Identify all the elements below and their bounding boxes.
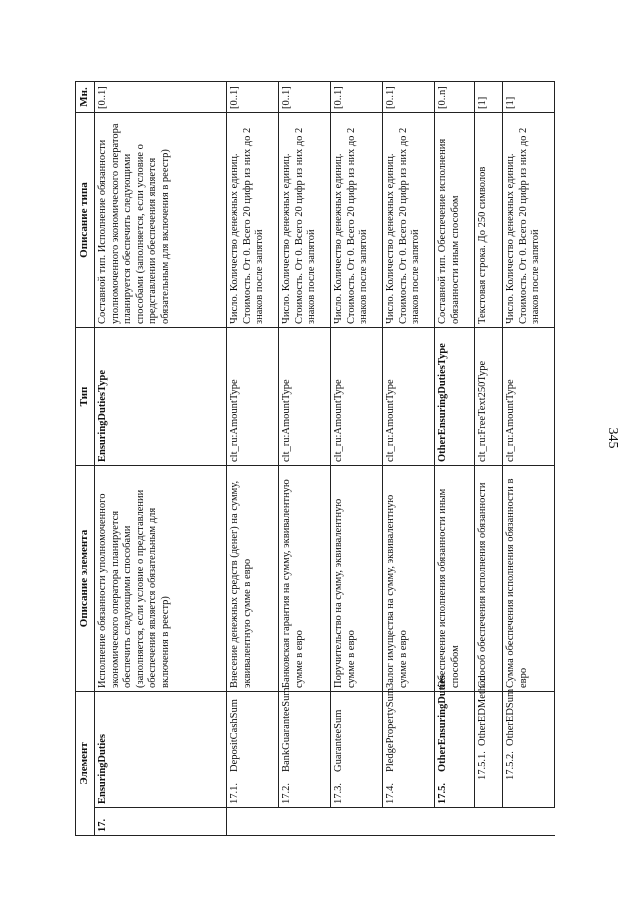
row-type: OtherEnsuringDutiesType — [435, 328, 475, 466]
row-element-cell — [227, 692, 279, 808]
row-count: [0..1] — [383, 82, 435, 113]
row-number: 17.2. — [281, 783, 292, 804]
row-type-description: Число. Количество денежных единиц. Стоимость. От 0. Всего 20 цифр из них до 2 знаков после запятой — [331, 113, 383, 328]
row-element: OtherEDMethod — [477, 675, 488, 746]
row-element-cell — [475, 675, 503, 808]
row-type: clt_ru:AmountType — [227, 328, 279, 466]
row-type: clt_ru:AmountType — [503, 328, 555, 466]
row-type: clt_ru:FreeText250Type — [475, 328, 503, 466]
elements-table — [75, 81, 555, 836]
table-row — [503, 82, 555, 836]
row-type: clt_ru:AmountType — [331, 328, 383, 466]
row-element: GuaranteeSum — [333, 709, 344, 772]
row-type-description: Составной тип. Обеспечение исполнения обязанности иным способом — [435, 113, 475, 328]
row-type-description: Текстовая строка. До 250 символов — [475, 113, 503, 328]
header-description: Описание элемента — [76, 466, 95, 692]
row-indent — [227, 808, 279, 836]
table-header-row — [76, 82, 95, 836]
row-number: 17.4. — [385, 783, 396, 804]
row-count: [0..1] — [331, 82, 383, 113]
page-number: 345 — [605, 427, 620, 449]
table-row — [383, 82, 435, 836]
row-type: clt_ru:AmountType — [383, 328, 435, 466]
row-indent — [383, 808, 435, 836]
row-number: 17.3. — [333, 783, 344, 804]
row-number: 17.1. — [229, 783, 240, 804]
row-number: 17.5. — [437, 783, 448, 804]
row-count: [1] — [475, 82, 503, 113]
row-element-cell — [279, 687, 331, 808]
rotated-table-container — [75, 82, 542, 836]
row-indent — [475, 808, 503, 836]
row-description: Способ обеспечения исполнения обязанности — [475, 466, 503, 692]
row-indent — [279, 808, 331, 836]
row-element: PledgePropertySum — [385, 688, 396, 772]
table-row — [435, 82, 475, 836]
row-description: Внесение денежных средств (денег) на сумму, эквивалентную сумме в евро — [227, 466, 279, 692]
header-type-description: Описание типа — [76, 113, 95, 328]
row-indent — [503, 808, 555, 836]
row-description: Обеспечение исполнения обязанности иным способом — [435, 466, 475, 692]
header-element: Элемент — [76, 692, 95, 836]
row-count: [1] — [503, 82, 555, 113]
row-element: BankGuaranteeSum — [281, 687, 292, 772]
row-element-cell — [331, 692, 383, 808]
row-description: Сумма обеспечения исполнения обязанности в евро — [503, 466, 555, 692]
row-type-description: Число. Количество денежных единиц. Стоимость. От 0. Всего 20 цифр из них до 2 знаков после запятой — [503, 113, 555, 328]
header-count: Мн. — [76, 82, 95, 113]
table-row — [95, 82, 227, 836]
row-indent — [435, 808, 475, 836]
row-type-description: Число. Количество денежных единиц. Стоимость. От 0. Всего 20 цифр из них до 2 знаков после запятой — [227, 113, 279, 328]
row-element-cell — [435, 675, 475, 808]
table-row — [279, 82, 331, 836]
row-element-cell — [383, 688, 435, 808]
row-element: OtherEnsuringDuties — [437, 675, 448, 772]
table-row — [475, 82, 503, 836]
row-number: 17.5.2. — [505, 751, 516, 780]
row-type-description: Число. Количество денежных единиц. Стоимость. От 0. Всего 20 цифр из них до 2 знаков после запятой — [279, 113, 331, 328]
row-description: Поручительство на сумму, эквивалентную сумме в евро — [331, 466, 383, 692]
row-element: OtherEDSum — [505, 688, 516, 746]
row-number: 17.5.1. — [477, 751, 488, 780]
row-type: EnsuringDutiesType — [95, 328, 227, 466]
row-count: [0..1] — [227, 82, 279, 113]
row-type-description: Число. Количество денежных единиц. Стоимость. От 0. Всего 20 цифр из них до 2 знаков после запятой — [383, 113, 435, 328]
row-type: clt_ru:AmountType — [279, 328, 331, 466]
table-row — [331, 82, 383, 836]
row-indent — [331, 808, 383, 836]
row-count: [0..1] — [279, 82, 331, 113]
row-count: [0..n] — [435, 82, 475, 113]
row-description: Исполнение обязанности уполномоченного экономического оператора планируется обеспечить следующими способами (заполняется, если условие о представлении обеспечения является обязательным для включения в реестр) — [95, 466, 227, 692]
row-element: DepositCashSum — [229, 699, 240, 772]
row-element: EnsuringDuties — [95, 692, 227, 808]
row-count: [0..1] — [95, 82, 227, 113]
row-element-cell — [503, 688, 555, 808]
row-description: Банковская гарантия на сумму, эквивалентную сумме в евро — [279, 466, 331, 692]
row-type-description: Составной тип. Исполнение обязанности уполномоченного экономического оператора планируется обеспечить следующими способами (заполняется, если условие о представлении обеспечения является обязательным для включения в реестр) — [95, 113, 227, 328]
row-description: Залог имущества на сумму, эквивалентную сумме в евро — [383, 466, 435, 692]
table-row — [227, 82, 279, 836]
header-type: Тип — [76, 328, 95, 466]
row-number: 17. — [95, 808, 227, 836]
